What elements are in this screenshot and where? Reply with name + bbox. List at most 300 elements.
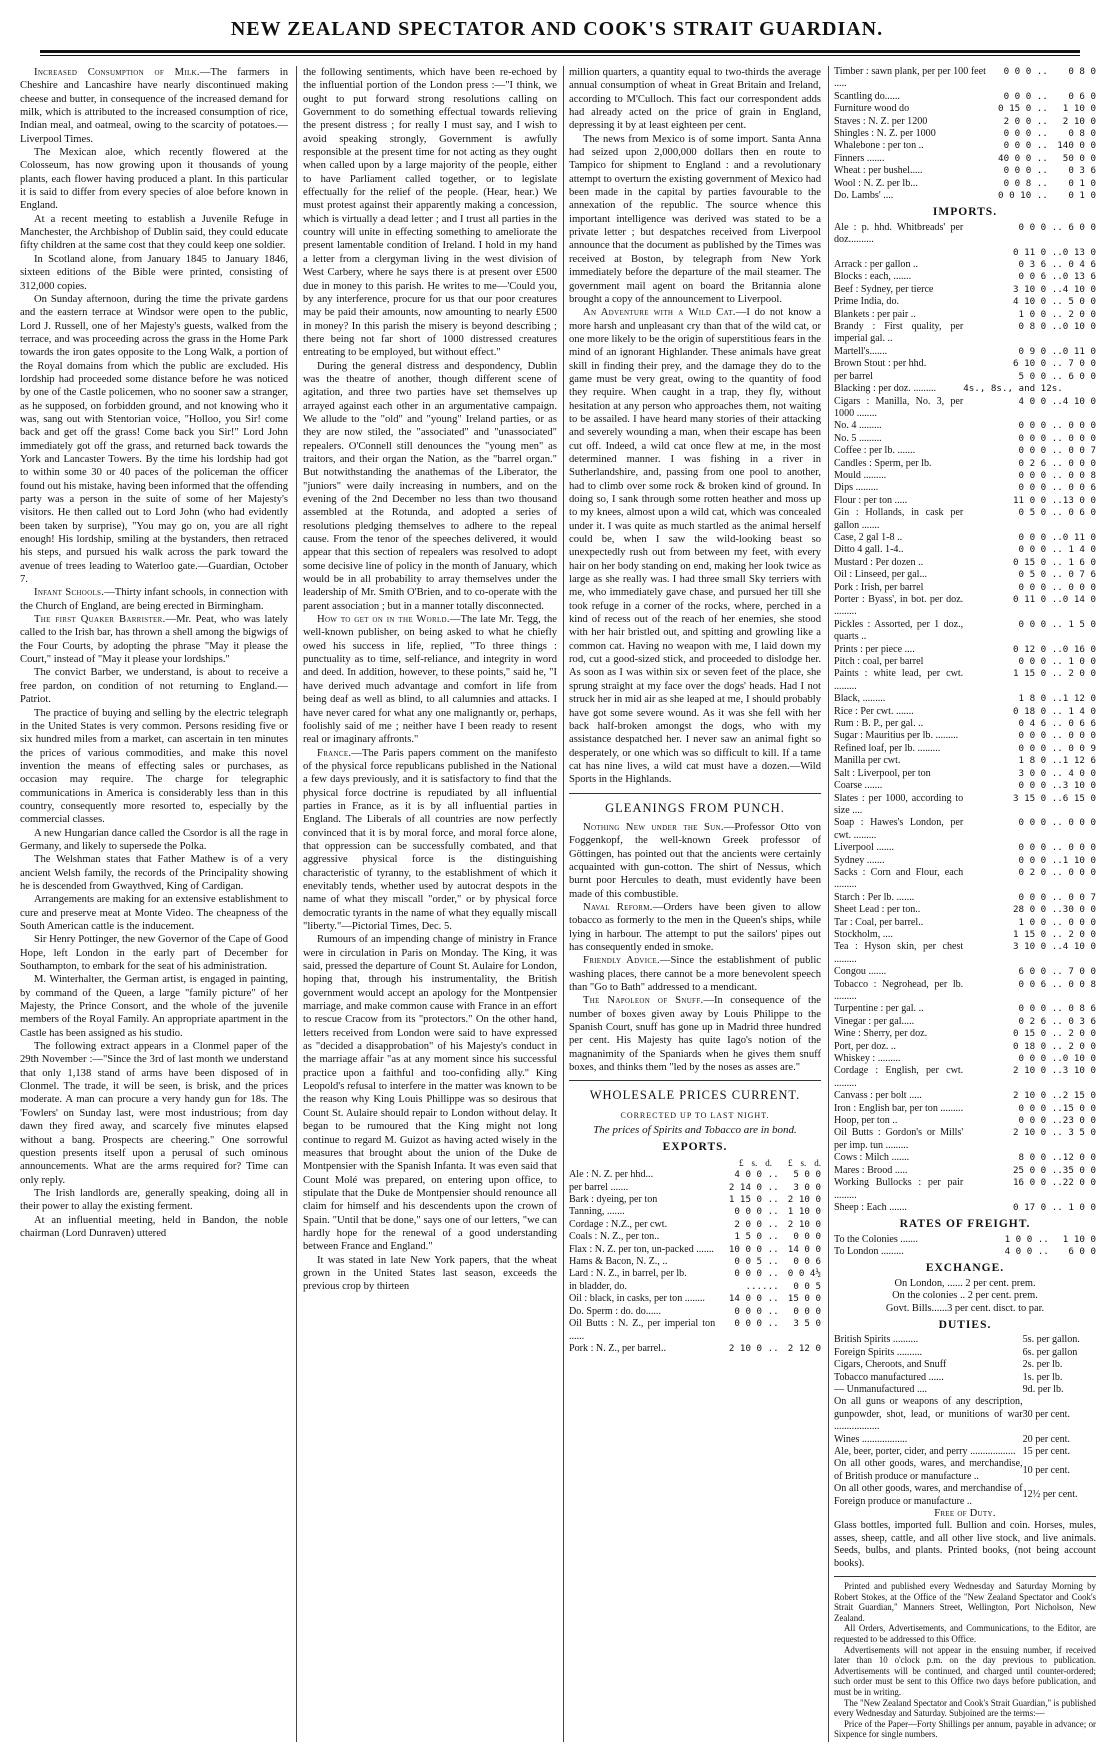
price-low: 1 8 0 .. [1018, 755, 1063, 767]
price-high: 0 0 5 [793, 1280, 821, 1292]
price-low: 0 0 0 .. [1003, 165, 1048, 177]
price-low: 0 5 0 .. [1018, 507, 1063, 519]
wholesale-subtitle: The prices of Spirits and Tobacco are in bond. [593, 1124, 797, 1137]
price-row [834, 1234, 1096, 1246]
price-row [834, 656, 1096, 668]
article-lead: The first Quaker Barrister. [34, 614, 166, 626]
colophon-line: Price of the Paper—Forty Shillings per annum, payable in advance; or Sixpence for single numbers. [834, 1718, 1096, 1740]
price-item: Paints : white lead, per cwt. ......... [834, 668, 964, 692]
section-rule [569, 1080, 821, 1081]
price-row [834, 165, 1096, 177]
price-item: Coals : N. Z., per ton.. [569, 1231, 660, 1243]
price-item: Timber : sawn plank, per per 100 feet ..... [834, 66, 986, 90]
price-high: 0 6 0 [1068, 507, 1096, 519]
price-row [834, 296, 1096, 308]
article-paragraph [303, 933, 557, 1253]
price-high: 0 0 6 [793, 1256, 821, 1268]
price-item: per barrel ....... [569, 1181, 629, 1193]
article-paragraph [303, 1254, 557, 1294]
article-paragraph [20, 1214, 288, 1241]
price-high: 0 0 0 [1068, 842, 1096, 854]
price-high: 22 0 0 [1062, 1177, 1096, 1189]
price-row [834, 495, 1096, 507]
price-high: 2 10 0 [1062, 115, 1096, 127]
price-row [834, 693, 1096, 705]
price-high: 7 0 0 [1068, 966, 1096, 978]
price-low: 0 0 0 .. [1018, 581, 1063, 593]
price-low: 0 0 0 .. [1018, 445, 1063, 457]
price-low: 0 8 0 .. [1018, 321, 1063, 333]
price-item: Tea : Hyson skin, per chest ......... [834, 941, 964, 965]
price-item: Black, ......... [834, 693, 886, 705]
price-item: Bark : dyeing, per ton [569, 1194, 658, 1206]
section-rule [834, 1576, 1096, 1577]
duty-item: Ale, beer, porter, cider, and perry .................. [834, 1446, 1016, 1458]
price-row [834, 271, 1096, 283]
price-low: 0 0 0 .. [1018, 469, 1063, 481]
price-item: Gin : Hollands, in cask per gallon ....... [834, 507, 964, 531]
price-high: 0 8 0 [1068, 128, 1096, 140]
price-high: 4 10 0 [1062, 395, 1096, 407]
price-high: 3 0 0 [793, 1181, 821, 1193]
article-paragraph [20, 66, 288, 146]
price-high: 35 0 0 [1062, 1164, 1096, 1176]
price-row [834, 668, 1096, 693]
duty-row [834, 1359, 1096, 1371]
price-item: Mould ......... [834, 469, 887, 481]
price-low: 2 10 0 .. [1013, 1090, 1063, 1102]
price-high: 0 14 0 [1062, 594, 1096, 605]
price-row [834, 383, 1096, 395]
price-item: Sacks : Corn and Flour, each ......... [834, 866, 964, 891]
currency-unit: £ [738, 1157, 744, 1168]
price-row [834, 867, 1096, 892]
price-high: 0 13 6 [1062, 271, 1096, 283]
price-high: 3 10 0 [1062, 1065, 1096, 1077]
price-item: Manilla per cwt. [834, 755, 901, 767]
price-low: 2 10 0 .. [728, 1342, 779, 1354]
price-item: Pitch : coal, per barrel [834, 656, 924, 668]
price-low: 2 10 0 .. [1013, 1065, 1063, 1077]
article-paragraph [303, 747, 557, 934]
duty-row [834, 1434, 1096, 1446]
article-paragraph [569, 901, 821, 954]
price-low: 0 11 0 .. [1013, 246, 1063, 258]
article-text: —Thirty infant schools, in connection with the Church of England, are being erected in Birmingham. [20, 587, 288, 612]
price-row [834, 482, 1096, 494]
price-row [834, 507, 1096, 532]
price-high: 13 0 0 [1062, 494, 1096, 506]
price-row [569, 1343, 821, 1355]
price-low: 0 4 6 .. [1018, 718, 1063, 730]
article-paragraph [20, 586, 288, 613]
duty-row [834, 1384, 1096, 1396]
duty-item: On all other goods, wares, and merchandise of Foreign produce or manufacture .. [834, 1483, 1023, 1507]
duty-rate: 6s. per gallon [1022, 1346, 1078, 1358]
price-item: Wine : Sherry, per doz. [834, 1028, 928, 1040]
price-row [834, 817, 1096, 842]
price-high: 6 15 0 [1062, 792, 1096, 804]
price-row [834, 917, 1096, 929]
price-low: 0 0 0 .. [1018, 531, 1063, 543]
price-row [834, 706, 1096, 718]
price-high: 0 1 0 [1068, 177, 1096, 189]
price-row [834, 768, 1096, 780]
price-row [834, 1041, 1096, 1053]
price-item: Sugar : Mauritius per lb. ......... [834, 730, 959, 742]
colophon-line: All Orders, Advertisements, and Communications, to the Editor, are requested to be addressed to this Office. [834, 1623, 1096, 1645]
article-text: —Mr. Peat, who was lately called to the Irish bar, has thrown a shell among the bigwigs of the Four Courts, by adopting the phrase "May it please the Court," instead of "May it please your lordships." [20, 614, 288, 666]
duty-rate: 2s. per lb. [1022, 1359, 1063, 1371]
price-high: 6 0 0 [1068, 221, 1096, 233]
price-row [834, 1127, 1096, 1152]
price-row [834, 458, 1096, 470]
article-text: Sir Henry Pottinger, the new Governor of the Cape of Good Hope, left London in the early part of December for Southampton, to embark for the seat of his administration. [20, 934, 288, 973]
price-item: Do. Sperm : do. do...... [569, 1305, 661, 1317]
colophon [834, 1581, 1096, 1740]
price-low: 0 0 0 .. [1018, 891, 1063, 903]
duty-rate: 15 per cent. [1022, 1446, 1070, 1458]
price-row [834, 941, 1096, 966]
price-item: Coarse ....... [834, 780, 883, 792]
article-lead: Friendly Advice. [583, 955, 660, 967]
price-high: 3 10 0 [1062, 780, 1096, 792]
price-low: 1 0 0 .. [1004, 1233, 1049, 1245]
price-row [569, 1169, 821, 1181]
price-row [834, 190, 1096, 202]
colophon-line: Advertisements will not appear in the ensuing number, if received later than 10 o'clock p.m. on the day previous to publication. Advertisements will be continued, and charged until counter-ordered; such order must be sent to this Office two days before publication, and must be in writing. [834, 1644, 1096, 1698]
price-low: 14 0 0 .. [728, 1293, 779, 1305]
duty-item: On all guns or weapons of any description, gunpowder, shot, lead, or munitions of war .................. [834, 1396, 1023, 1433]
wholesale-note: CORRECTED UP TO LAST NIGHT. [620, 1110, 770, 1120]
price-low: 0 0 6 .. [1018, 271, 1063, 283]
price-row [569, 1244, 821, 1256]
price-item [834, 247, 963, 259]
price-item: Stockholm, .... [834, 928, 893, 940]
price-row [569, 1318, 821, 1343]
price-item: Tobacco : Negrohead, per lb. ......... [834, 978, 964, 1002]
price-item: Port, per doz. .. [834, 1040, 896, 1052]
price-high: 0 0 0 [1068, 457, 1096, 469]
article-text: The practice of buying and selling by the electric telegraph in the United States is very common. Persons residing five or six hundred miles from a market, can ascertain in ten minutes the prices of various commodities, and make this novel invention the means of effecting sales or purchases, as occasion may require. The charge for telegraphic communications in America is considerably less than in this country, consequently more resorted to, especially by the commercial classes. [20, 707, 288, 826]
duty-row [834, 1396, 1096, 1433]
price-low: 0 0 0 .. [1018, 780, 1063, 792]
price-high: 0 6 6 [1068, 718, 1096, 730]
price-low: 0 0 5 .. [734, 1256, 779, 1268]
price-high: 0 0 8 [1068, 469, 1096, 481]
exchange-line: On London, ...... 2 per cent. prem. [894, 1277, 1036, 1289]
price-low: 2 0 0 .. [1003, 115, 1048, 127]
price-item: Ale : N. Z. per hhd... [569, 1169, 654, 1181]
price-item: Cigars : Manilla, No. 3, per 1000 ........ [834, 395, 964, 419]
masthead-rule-thin [40, 55, 1080, 56]
price-low: 0 0 0 .. [1018, 432, 1063, 444]
price-row [834, 1003, 1096, 1015]
price-high: 50 0 0 [1062, 152, 1096, 164]
price-item: Rum : B. P., per gal. .. [834, 718, 924, 730]
article-text: M. Winterhalter, the German artist, is engaged in painting, by command of the Queen, a large "family picture" of her Majesty, the Prince Consort, and the whole of the juvenile members of the Royal Family. An appropriate apartment in the Castle has been assigned as his studio. [20, 974, 288, 1039]
article-text: A new Hungarian dance called the Csordor is all the rage in Germany, and likely to supersede the Polka. [20, 827, 288, 852]
price-high: 0 7 6 [1068, 569, 1096, 581]
price-high: 5 0 0 [1068, 296, 1096, 308]
price-high: 1 12 6 [1062, 755, 1096, 767]
price-low: 1 8 0 .. [1018, 693, 1063, 705]
article-paragraph [20, 973, 288, 1040]
price-high: 3 5 0 [1068, 1127, 1096, 1139]
price-low: 4 0 0 .. [1018, 395, 1063, 407]
price-row [834, 91, 1096, 103]
price-low: 0 0 0 .. [734, 1268, 779, 1280]
price-item: Whalebone : per ton .. [834, 140, 924, 152]
price-high: 7 0 0 [1068, 358, 1096, 370]
price-high: 0 0 0 [1068, 730, 1096, 742]
price-item: Sheet Lead : per ton.. [834, 904, 921, 916]
price-low: 0 0 0 .. [1018, 420, 1063, 432]
price-high: 4 0 0 [1068, 767, 1096, 779]
article-text: It was stated in late New York papers, that the wheat grown in the United States last season, exceeds the previous crop by thirteen [303, 1254, 557, 1293]
duty-row [834, 1372, 1096, 1384]
price-low: 0 0 0 .. [1018, 1003, 1063, 1015]
price-item: Starch : Per lb. ....... [834, 891, 915, 903]
price-row [834, 128, 1096, 140]
price-row [834, 346, 1096, 358]
price-low: 0 0 0 .. [1003, 128, 1048, 140]
price-item: Shingles : N. Z. per 1000 [834, 128, 936, 140]
price-low: ...... [745, 1280, 779, 1292]
price-item: Scantling do...... [834, 90, 900, 102]
article-text: —The Paris papers comment on the manifesto of the physical force republicans published in the National a few days previously, and it is satisfactory to find that the physical force doctrine is repudiated by all influential parties in France, as it is by all influential parties in England. The Liberals of all countries are now perfectly convinced that it is by moral force, and moral force alone, that oppression can be successfully combated, and that aggressive physical force is the distinguishing characteristic of tyranny, to the establishment of which it enevitably tends, whether used by autocrat despots in the name of what they miscall "order," or by physical force democratic tyrants in the name of what they equally miscall "liberty."—Pictorial Times, Dec. 5. [303, 747, 557, 932]
article-text: At an influential meeting, held in Bandon, the noble chairman (Lord Dunraven) uttered [20, 1214, 288, 1239]
price-item: Vinegar : per gal..... [834, 1015, 915, 1027]
price-high: 1 0 0 [1068, 656, 1096, 668]
price-item: Flax : N. Z. per ton, un-packed ....... [569, 1243, 714, 1255]
price-low: 0 17 0 .. [1013, 1201, 1063, 1213]
column-divider [563, 66, 564, 1742]
price-low: 0 18 0 .. [1013, 1040, 1063, 1052]
article-paragraph [569, 821, 821, 901]
price-high: 0 0 0 [1068, 817, 1096, 829]
price-low: 0 2 6 .. [1018, 457, 1063, 469]
price-row [834, 66, 1096, 91]
price-high: 0 0 0 [1068, 420, 1096, 432]
price-row [834, 1246, 1096, 1258]
price-high: 2 15 0 [1062, 1090, 1096, 1102]
price-low: 2 14 0 .. [728, 1181, 779, 1193]
price-high: 0 0 0 [1068, 866, 1096, 878]
price-row [834, 358, 1096, 370]
price-row [834, 153, 1096, 165]
price-item: Whiskey : ......... [834, 1053, 901, 1065]
price-row [569, 1293, 821, 1305]
price-high: 1 5 0 [1068, 618, 1096, 630]
price-low: 8 0 0 .. [1018, 1152, 1063, 1164]
price-high: 1 0 0 [1068, 1201, 1096, 1213]
price-item: Cordage : N.Z., per cwt. [569, 1218, 668, 1230]
article-paragraph [569, 954, 821, 994]
exports-heading: EXPORTS. [662, 1141, 728, 1154]
article-paragraph [20, 1040, 288, 1187]
price-low: 0 0 0 .. [1003, 90, 1048, 102]
section-rule [569, 793, 821, 794]
price-row [569, 1206, 821, 1218]
price-low: 0 15 0 .. [1013, 556, 1063, 568]
duty-rate: 30 per cent. [1022, 1408, 1070, 1420]
price-item: Brandy : First quality, per imperial gal. .. [834, 321, 964, 345]
price-item: Hams & Bacon, N. Z., .. [569, 1256, 668, 1268]
article-lead: Naval Reform. [583, 901, 653, 913]
duty-row [834, 1483, 1096, 1508]
price-item: Oil : black, in casks, per ton ........ [569, 1293, 705, 1305]
price-high: 0 3 6 [1068, 165, 1096, 177]
price-item: Porter : Byass', in bot. per doz. ......... [834, 594, 964, 618]
duties-heading: DUTIES. [938, 1319, 992, 1332]
article-text: Rumours of an impending change of ministry in France were in circulation in Paris on Monday. The King, it was said, pressed the departure of Count St. Aulaire for London, hoping that, through his instrumentality, the British government would accept an apology for the Montpensier marriage, and make common cause with France in an effort to rescue Cracow from its "protectors." On the other hand, letters received from London were said to have expressed as "decided a disapprobation" of his Majesty's conduct in the marriage affair "as at any moment since his successful practice upon a faithful and too-confiding ally." King Leopold's refusal to interfere in the matter was known to be the reason why King Louis Phillippe was so desirous that Count St. Aulaire should repair to London without delay. It began to be rumoured that the King might not long continue to regard M. Guizot as having acted wisely in the measures that brought about the union of the Duke de Montpensier with the Spanish Infanta. It was even said that Count Molé was prepared, on entering upon office, to stipulate that the Duke de Montpensier should renounce all claim for himself and his descendents upon the crown of Spain. "Until that be done," says one of our letters, "we can hardly hope for the renewal of a good understanding between France and England." [303, 934, 557, 1253]
price-row [569, 1182, 821, 1194]
price-low: 0 11 0 .. [1013, 594, 1063, 605]
price-row [834, 780, 1096, 792]
currency-unit: d. [814, 1157, 821, 1168]
imports-table [834, 222, 1096, 1215]
price-high: 14 0 0 [787, 1243, 821, 1255]
exchange-line: Govt. Bills......3 per cent. disct. to par. [885, 1302, 1045, 1314]
price-item: Ditto 4 gall. 1-4.. [834, 544, 904, 556]
price-low: 40 0 0 .. [998, 152, 1048, 164]
price-high: 1 10 0 [1062, 854, 1096, 866]
price-row [834, 259, 1096, 271]
duty-row [834, 1347, 1096, 1359]
article-paragraph [20, 146, 288, 213]
price-row [834, 793, 1096, 818]
price-row [834, 966, 1096, 978]
price-low: 2 0 0 .. [734, 1218, 779, 1230]
price-row [834, 371, 1096, 383]
article-text: The convict Barber, we understand, is about to receive a free pardon, on condition of not returning to England.—Patriot. [20, 667, 288, 706]
price-row [834, 904, 1096, 916]
price-item: Wool : N. Z. per lb... [834, 177, 918, 189]
price-row [569, 1268, 821, 1280]
price-row [569, 1256, 821, 1268]
price-high: 3 5 0 [793, 1318, 821, 1330]
price-row [834, 557, 1096, 569]
article-lead: Infant Schools. [34, 587, 105, 599]
price-item: Flour : per ton ..... [834, 494, 908, 506]
price-high: 1 4 0 [1068, 544, 1096, 556]
article-paragraph [20, 293, 288, 587]
price-item: Salt : Liverpool, per ton [834, 767, 931, 779]
price-low: 1 5 0 .. [734, 1231, 779, 1243]
price-row [834, 1152, 1096, 1164]
article-text: —Since the establishment of public washing places, there cannot be a more benevolent speech than "Go to Bath" addressed to a mendicant. [569, 955, 821, 994]
masthead-rule [40, 50, 1080, 53]
price-item: Blacking : per doz. ......... [834, 383, 937, 395]
price-item: Do. Lambs' .... [834, 190, 894, 202]
article-text: Arrangements are making for an extensive establishment to cure and preserve meat at Monte Video. The cheapness of the South American cattle is the inducement. [20, 894, 288, 932]
price-item: Cows : Milch ....... [834, 1152, 910, 1164]
price-low: 0 0 0 .. [1018, 730, 1063, 742]
article-text: the following sentiments, which have been re-echoed by the influential portion of the London press :—"I think, we ought to put forward strong resolutions calling on Government to do something effectual towards relieving the present distress ; for really I must say, and I wish to avoid speaking strongly, Government is awfully responsible at the present time for not acting as they ought when called upon by a large majority of the people, either to have Parliament called together, or to legislate effectually for the relief of the people. (Hear, hear.) We must protest against their apparently making a concession, which is virtually a dead letter ; and I trust all parties in the country will unite in effecting something to ameliorate the present lamentable condition of Ireland. I hold in my hand a letter from a clergyman living in the west division of West Carbery, where he says there is at present over £500 due in money to this parish. He writes to me—'Could you, by any interference, procure for us that our poor creatures may be paid their amounts, now amounting to nearly £500 in money? In this parish the misery is beyond describing ; there being not far short of 1000 distressed creatures entreating to be employed, but without effect." [303, 67, 557, 359]
price-row [569, 1231, 821, 1243]
price-row [834, 103, 1096, 115]
price-item: Sheep : Each ....... [834, 1201, 907, 1213]
price-high: 0 1 0 [1068, 190, 1096, 202]
article-paragraph [20, 613, 288, 666]
price-low: 0 0 0 .. [1018, 544, 1063, 556]
currency-header [569, 1157, 821, 1169]
price-item: Pickles : Assorted, per 1 doz., quarts .. [834, 618, 964, 643]
currency-unit: s. [800, 1157, 807, 1168]
price-item: Wheat : per bushel..... [834, 165, 923, 177]
price-row [569, 1194, 821, 1206]
price-low: 0 0 0 .. [1018, 817, 1063, 829]
price-item: Martell's....... [834, 345, 888, 357]
price-high: 140 0 0 [1057, 140, 1096, 152]
price-low: 0 0 0 .. [1018, 854, 1063, 866]
price-low: 0 0 10 .. [998, 190, 1048, 202]
price-row [834, 755, 1096, 767]
duty-item: Tobacco manufactured ...... [834, 1371, 944, 1383]
price-high: 0 0 4½ [787, 1268, 821, 1280]
price-low: 0 0 0 .. [1018, 618, 1063, 630]
price-item: Mares : Brood ..... [834, 1164, 908, 1176]
price-low: 0 5 0 .. [1018, 569, 1063, 581]
free-of-duty-heading: Free of Duty. [934, 1508, 996, 1520]
price-row [834, 1202, 1096, 1214]
price-high: 0 0 9 [1068, 742, 1096, 754]
duty-item: Cigars, Cheroots, and Snuff [834, 1359, 947, 1371]
price-item: Furniture wood do [834, 103, 910, 115]
price-item: Slates : per 1000, according to size .... [834, 792, 964, 816]
price-high: 1 4 0 [1068, 705, 1096, 717]
price-low: 0 0 0 .. [734, 1318, 779, 1330]
article-text: —I do not know a more harsh and unpleasant cry than that of the wild cat, or one more likely to be the origin of superstitious fears in the mind of an ignorant Highlander. These animals have great skill in finding their prey, and the damage they do to the game must be very great, owing to the quantity of food they require. When caught in a trap, they fly, without hesitation at any person who approaches them, not waiting to be assailed. I have heard many stories of their attacking and severely wounding a man, when their escape has been cut off. Indeed, a wild cat once flew at me, in the most determined manner. I was fishing in a river in Sutherlandshire, and, passing from one pool to another, had to climb over some rock & broken kind of ground. In doing so, I sank through some rotten heather and moss up to my knees, almost upon a wild cat, which was concealed under it. I was quite as much startled as the animal herself could be, when I saw the wild-looking beast so unexpectedly rush out from between my feet, with every hair on her body standing on end, making her look twice as large as she really was. I had three small Sky terriers with me, who immediately gave chase, and pursued her till she took refuge in a corner of the rocks, where, perched in a kind of recess out of the reach of her enemies, she stood with her hair bristled out, and spitting and growling like a common cat. Having no weapon with me, I laid down my rod, cut a good-sized stick, and proceeded to dislodge her. As soon as I was within six or seven feet of the place, she sprung straight at my face over the dogs' heads. Had I not struck her in mid air as she leaped at me, I should probably have got some severe wound. As it was she fell with her back half-broken amongst the dogs, who with my assistance despatched her. I never saw an animal fight so desperately, or one which was so difficult to kill. If a tame cat has nine lives, a wild cat must have a dozen.—Wild Sports in the Highlands. [569, 307, 821, 786]
article-paragraph [569, 306, 821, 786]
price-high: 30 0 0 [1062, 904, 1096, 916]
price-row [569, 1219, 821, 1231]
price-row [834, 1177, 1096, 1202]
price-high [1063, 383, 1096, 395]
price-row [834, 544, 1096, 556]
price-row [834, 433, 1096, 445]
article-paragraph [20, 933, 288, 973]
article-text: —Professor Otto von Foggenkopf, the well-known Greek professor of Göttingen, has pointed out that the ancients were certainly acquainted with gun-cotton. The shirt of Nessus, which burnt poor Hercules to death, must evidently have been made of this combustible. [569, 821, 821, 900]
price-row [834, 321, 1096, 346]
price-low: 0 15 0 .. [1013, 1028, 1063, 1040]
column-3 [569, 66, 821, 1742]
masthead: NEW ZEALAND SPECTATOR AND COOK'S STRAIT GUARDIAN. [230, 18, 884, 40]
price-high: 0 10 0 [1062, 1053, 1096, 1065]
price-low: 3 10 0 .. [1013, 283, 1063, 295]
price-low: 4 10 0 .. [1013, 296, 1063, 308]
column-divider [296, 66, 297, 1742]
currency-unit: d. [765, 1157, 772, 1168]
price-item: Oil Butts : N. Z., per imperial ton ...... [569, 1318, 716, 1342]
price-low: 4 0 0 .. [734, 1169, 779, 1181]
price-row [834, 718, 1096, 730]
price-high: 0 0 0 [1068, 432, 1096, 444]
price-item: Pork : N. Z., per barrel.. [569, 1342, 666, 1354]
price-item: Blankets : per pair .. [834, 308, 916, 320]
price-item: Coffee : per lb. ....... [834, 445, 916, 457]
price-item: Refined loaf, per lb. ......... [834, 742, 941, 754]
price-row [834, 1165, 1096, 1177]
article-text: The Welshman states that Father Mathew is of a very ancient Welsh family, the records of the Principality showing he is descended from Gwaythved, King of Cardigan. [20, 854, 288, 892]
price-low: 0 12 0 .. [1013, 643, 1063, 655]
price-row [834, 743, 1096, 755]
price-high: 2 10 0 [787, 1218, 821, 1230]
price-low: 0 0 8 .. [1003, 177, 1048, 189]
article-lead: Nothing New under the Sun. [583, 821, 724, 833]
article-paragraph [20, 853, 288, 893]
